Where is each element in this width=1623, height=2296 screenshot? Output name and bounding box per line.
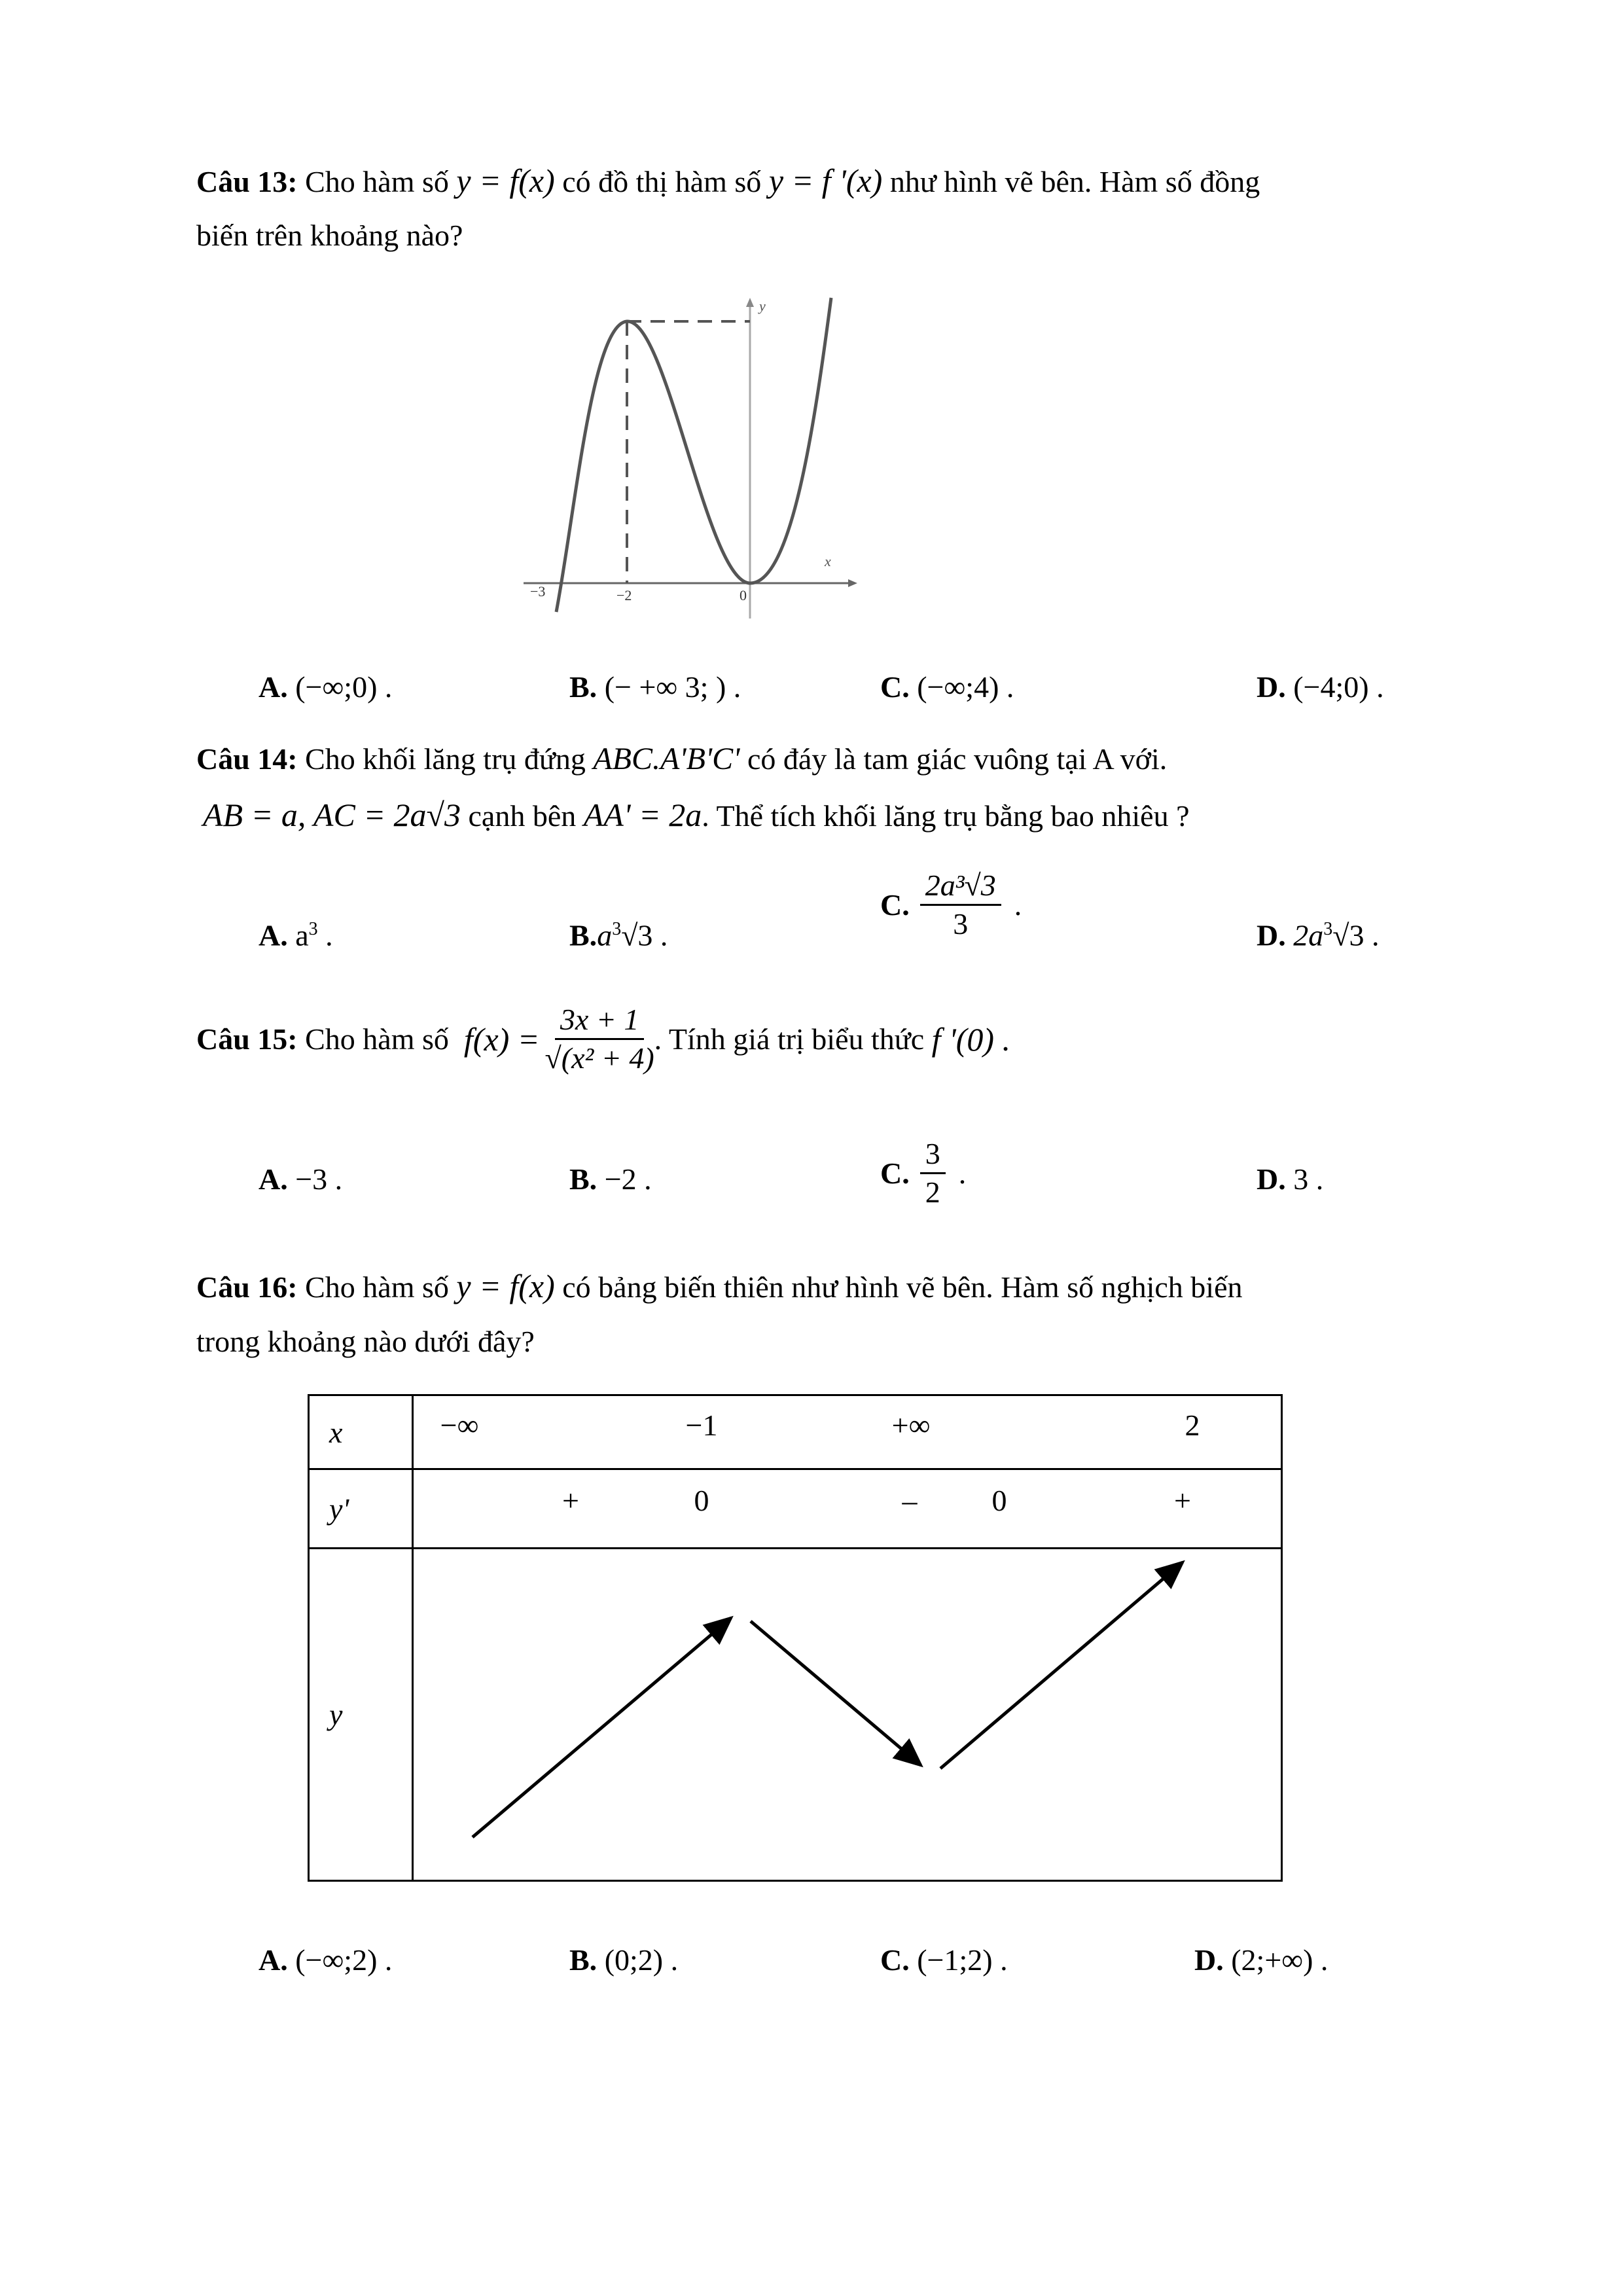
sign-value: 0 (991, 1484, 1007, 1517)
q13-option-a[interactable] (259, 668, 392, 707)
fraction-num: 3 (920, 1136, 946, 1174)
yprime-values (414, 1470, 1281, 1547)
q15-option-d[interactable] (1257, 1160, 1323, 1199)
sign-value: + (1174, 1484, 1191, 1517)
q14-line2-text2: . Thể tích khối lăng trụ bằng bao nhiêu ? (702, 799, 1190, 833)
sign-value: + (562, 1484, 579, 1517)
option-label: B. (569, 670, 597, 704)
option-label: D. (1257, 1162, 1286, 1196)
option-text: (− +∞ 3; ) . (604, 670, 741, 704)
q14-prism: ABC.A'B'C' (593, 742, 740, 776)
q15-option-c[interactable] (880, 1136, 966, 1211)
option-end: . (1014, 888, 1022, 922)
q16-option-a[interactable] (259, 1941, 392, 1980)
q13-derivative-graph (517, 291, 870, 625)
variation-arrows (414, 1549, 1281, 1880)
q15-stem (196, 1001, 1010, 1077)
q13-stem-line2: biến trên khoảng nào? (196, 219, 463, 252)
y-arrows-cell (413, 1549, 1282, 1881)
option-rest: √3 . (621, 918, 668, 952)
x-value: −∞ (440, 1408, 479, 1442)
q13-option-d[interactable] (1257, 668, 1384, 707)
tick-neg2: −2 (616, 587, 632, 603)
q16-option-c[interactable] (880, 1941, 1008, 1980)
q14-c-fraction (920, 867, 1001, 942)
q14-line2-text: cạnh bên (468, 799, 577, 833)
fraction-num: 3x + 1 (555, 1001, 644, 1040)
option-text: (−∞;0) . (295, 670, 393, 704)
row-label-yprime: y' (309, 1469, 413, 1549)
option-rest: √3 . (1332, 918, 1380, 952)
q15-c-fraction (920, 1136, 946, 1211)
option-end: . (317, 918, 333, 952)
q14-stem-line2 (203, 795, 1189, 836)
option-sup: 3 (1323, 919, 1333, 939)
q13-text-b: có đồ thị hàm số (562, 165, 762, 198)
x-value: −1 (685, 1408, 718, 1442)
table-row-x (309, 1395, 1282, 1469)
q15-option-b[interactable] (569, 1160, 652, 1199)
derivative-curve (556, 298, 831, 612)
fraction-num: 2a³√3 (920, 867, 1001, 906)
q15-option-a[interactable] (259, 1160, 342, 1199)
q16-stem-line2: trong khoảng nào dưới đây? (196, 1325, 535, 1358)
q16-expr: y = f(x) (456, 1268, 555, 1304)
q16-stem (196, 1266, 1243, 1307)
option-label: C. (880, 1156, 910, 1190)
q16-text-a: Cho hàm số (305, 1270, 449, 1304)
option-label: D. (1257, 670, 1286, 704)
q13-option-b[interactable] (569, 668, 741, 707)
x-value: +∞ (891, 1408, 931, 1442)
option-text: 3 . (1293, 1162, 1324, 1196)
q15-fraction (545, 1001, 654, 1077)
q13-stem (196, 161, 1260, 202)
x-axis-arrow (848, 579, 857, 587)
option-sup: 3 (612, 919, 622, 939)
option-label: A. (259, 1943, 288, 1977)
option-label: B. (569, 1162, 597, 1196)
q15-label: Câu 15: (196, 1022, 298, 1056)
option-text: (0;2) . (604, 1943, 679, 1977)
option-label: D. (1257, 918, 1286, 952)
q14-text-a: Cho khối lăng trụ đứng (305, 742, 586, 776)
table-row-y (309, 1549, 1282, 1881)
option-label: B. (569, 1943, 597, 1977)
q16-text-b: có bảng biến thiên như hình vẽ bên. Hàm số nghịch biến (562, 1270, 1243, 1304)
option-end: . (958, 1156, 967, 1190)
fraction-den: 2 (925, 1175, 940, 1209)
q16-option-d[interactable] (1194, 1941, 1328, 1980)
option-text: (−1;2) . (917, 1943, 1008, 1977)
q13-label: Câu 13: (196, 165, 298, 198)
q15-text-b: . Tính giá trị biểu thức (654, 1022, 925, 1056)
option-text: (−∞;4) . (917, 670, 1014, 704)
option-sup: 3 (308, 919, 318, 939)
q14-option-a[interactable] (259, 910, 333, 955)
q13-text-a: Cho hàm số (305, 165, 449, 198)
q14-option-d[interactable] (1257, 910, 1379, 955)
x-values (414, 1396, 1281, 1468)
variation-table (308, 1394, 1283, 1882)
option-text: 2a (1293, 918, 1324, 952)
option-text: (−4;0) . (1293, 670, 1384, 704)
q15-fx: f(x) = (463, 1020, 540, 1058)
yprime-values-cell (413, 1469, 1282, 1549)
x-values-cell (413, 1395, 1282, 1469)
origin-label: 0 (740, 587, 747, 603)
q16-label: Câu 16: (196, 1270, 298, 1304)
increasing-arrow-1 (473, 1618, 731, 1837)
option-text: (2;+∞) . (1231, 1943, 1329, 1977)
q13-expr1: y = f(x) (456, 162, 555, 199)
option-label: B. (569, 918, 597, 952)
fraction-den: 3 (953, 907, 969, 941)
option-text: a (295, 918, 309, 952)
q13-text-c: như hình vẽ bên. Hàm số đồng (889, 165, 1260, 198)
y-axis-label: y (759, 298, 766, 314)
q14-option-c[interactable] (880, 867, 1022, 942)
option-text: −3 . (295, 1162, 343, 1196)
q13-option-c[interactable] (880, 668, 1014, 707)
option-label: C. (880, 1943, 910, 1977)
q14-text-b: có đáy là tam giác vuông tại A với. (747, 742, 1168, 776)
option-label: A. (259, 670, 288, 704)
option-label: D. (1194, 1943, 1224, 1977)
option-label: C. (880, 888, 910, 922)
tick-neg3: −3 (530, 583, 546, 600)
sign-value: – (902, 1484, 918, 1517)
sign-value: 0 (694, 1484, 709, 1517)
row-label-x: x (309, 1395, 413, 1469)
q14-option-b[interactable] (569, 910, 668, 955)
option-label: A. (259, 918, 288, 952)
option-label: A. (259, 1162, 288, 1196)
q14-line2-math: AB = a, AC = 2a√3 (203, 797, 461, 833)
y-axis-arrow (746, 298, 754, 307)
q15-text-a: Cho hàm số (305, 1022, 449, 1056)
table-row-yprime (309, 1469, 1282, 1549)
x-axis-label: x (825, 553, 831, 569)
fraction-den: √(x² + 4) (544, 1041, 654, 1075)
increasing-arrow-2 (940, 1562, 1183, 1768)
option-text: a (597, 918, 613, 952)
row-label-y: y (309, 1549, 413, 1881)
decreasing-arrow (751, 1621, 921, 1765)
q13-expr2: y = f '(x) (768, 162, 883, 199)
option-text: −2 . (604, 1162, 652, 1196)
q14-stem (196, 740, 1167, 779)
option-text: (−∞;2) . (295, 1943, 393, 1977)
q14-label: Câu 14: (196, 742, 298, 776)
option-label: C. (880, 670, 910, 704)
q15-expr: f '(0) . (931, 1020, 1011, 1058)
q14-line2-math2: AA' = 2a (583, 797, 702, 833)
x-value: 2 (1185, 1408, 1200, 1442)
q16-option-b[interactable] (569, 1941, 678, 1980)
